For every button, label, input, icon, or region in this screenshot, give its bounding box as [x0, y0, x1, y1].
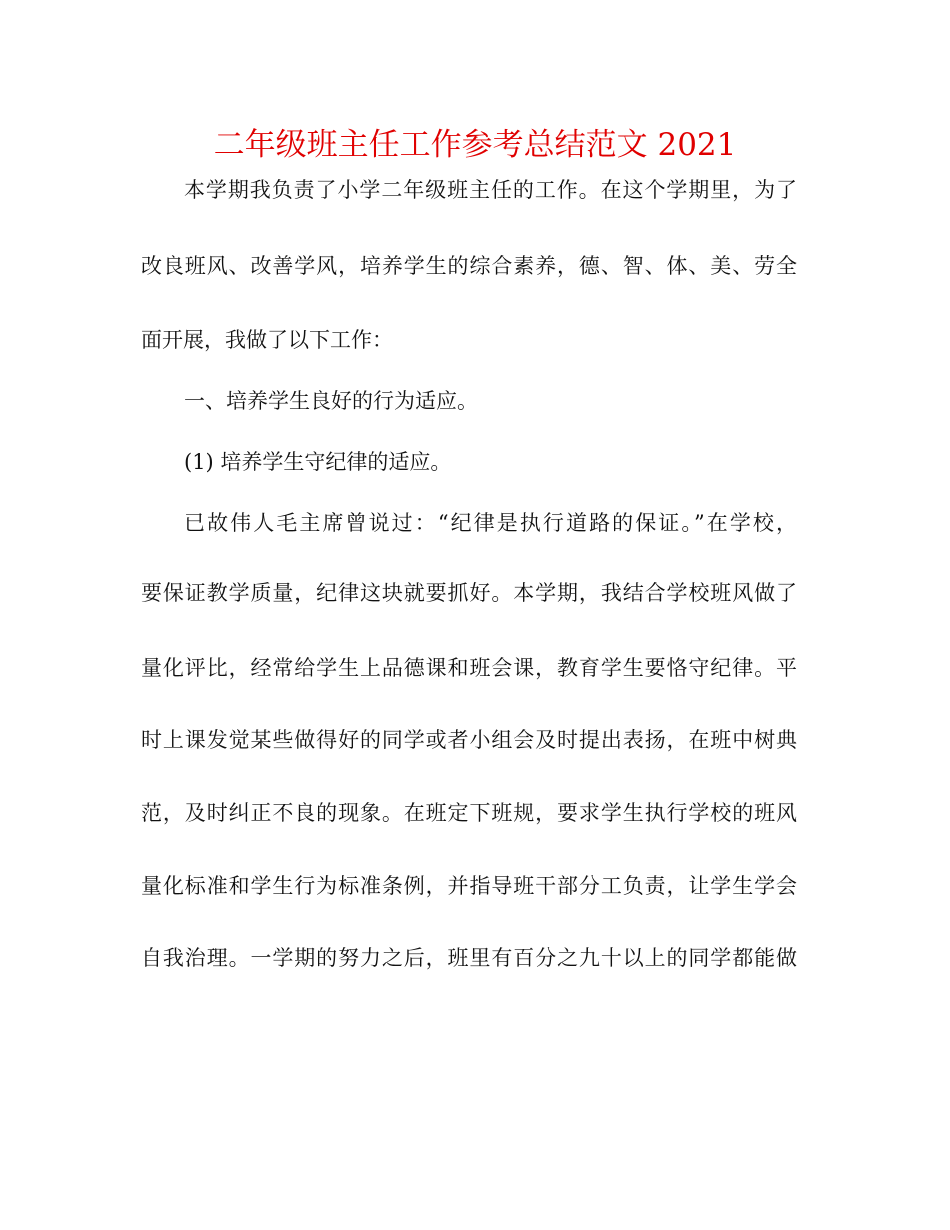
paragraph-line: 本学期我负责了小学二年级班主任的工作。在这个学期里，为了: [184, 178, 797, 202]
paragraph-line: 已故伟人毛主席曾说过：“纪律是执行道路的保证。”在学校，: [184, 511, 797, 535]
paragraph-line: 自我治理。一学期的努力之后，班里有百分之九十以上的同学都能做: [141, 946, 797, 970]
paragraph-line: 要保证教学质量，纪律这块就要抓好。本学期，我结合学校班风做了: [141, 581, 797, 605]
subsection-heading: (1) 培养学生守纪律的适应。: [184, 450, 452, 474]
document-title: 二年级班主任工作参考总结范文 2021: [213, 127, 737, 163]
paragraph-line: 改良班风、改善学风，培养学生的综合素养，德、智、体、美、劳全: [141, 254, 797, 278]
paragraph-line: 时上课发觉某些做得好的同学或者小组会及时提出表扬，在班中树典: [141, 728, 797, 752]
paragraph-line: 范，及时纠正不良的现象。在班定下班规，要求学生执行学校的班风: [141, 801, 797, 825]
paragraph-line: 量化评比，经常给学生上品德课和班会课，教育学生要恪守纪律。平: [141, 656, 797, 680]
paragraph-line: 面开展，我做了以下工作：: [141, 328, 393, 352]
section-heading: 一、培养学生良好的行为适应。: [184, 389, 478, 413]
paragraph-line: 量化标准和学生行为标准条例，并指导班干部分工负责，让学生学会: [141, 874, 797, 898]
